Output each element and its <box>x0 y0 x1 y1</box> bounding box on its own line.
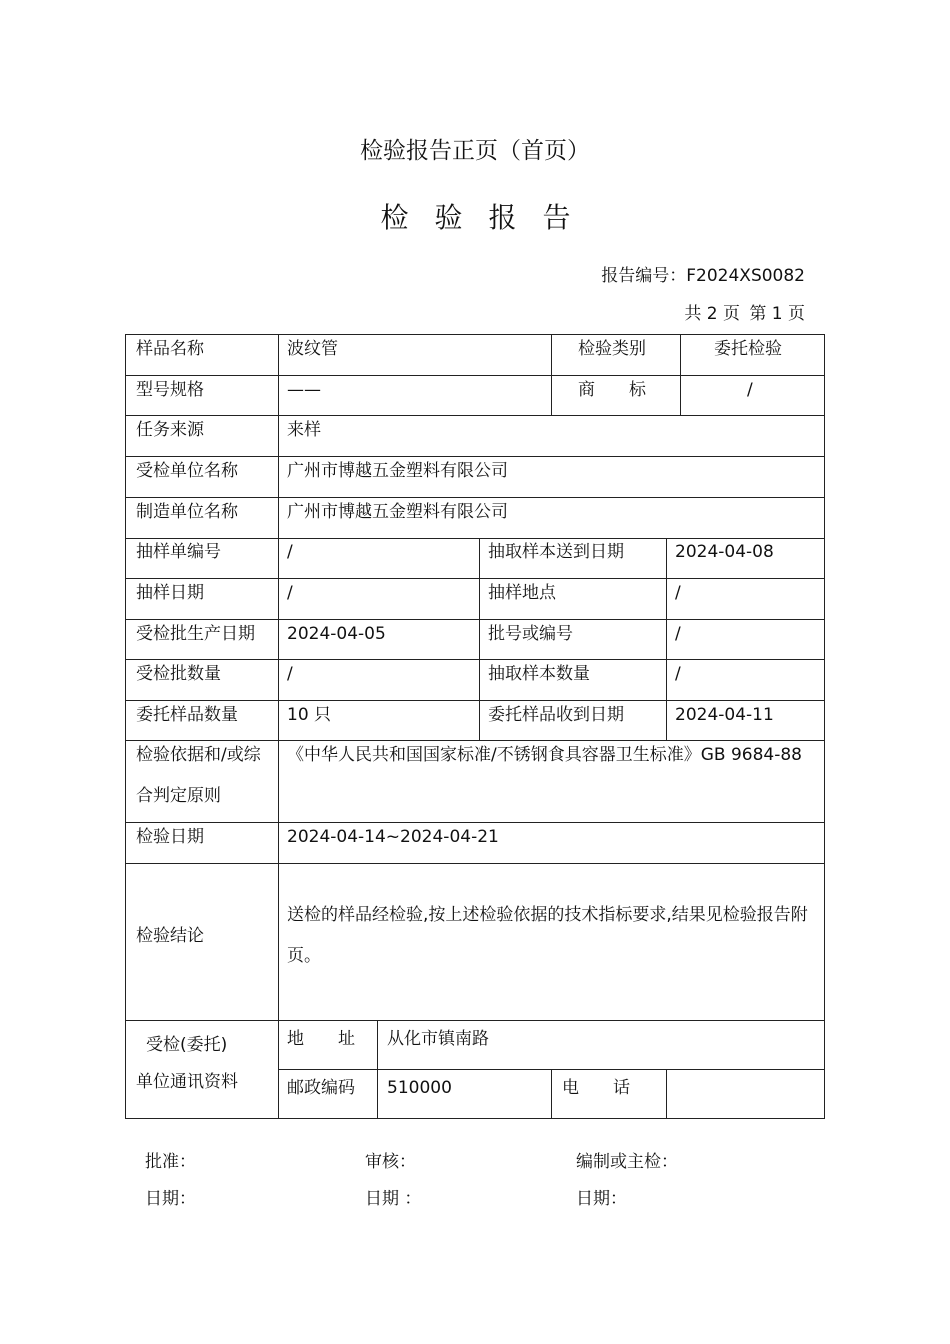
production-date-value: 2024-04-05 <box>287 624 386 644</box>
entrusted-qty-label: 委托样品数量 <box>136 705 238 725</box>
inspected-unit-label: 受检单位名称 <box>136 461 238 481</box>
sample-name-label: 样品名称 <box>136 339 204 359</box>
source-label: 任务来源 <box>136 420 204 440</box>
approve-label: 批准： <box>145 1152 196 1172</box>
postcode-label: 邮政编码 <box>287 1078 355 1098</box>
conclusion-label: 检验结论 <box>136 926 204 946</box>
review-label: 审核： <box>365 1152 416 1172</box>
sample-delivery-value: 2024-04-08 <box>675 542 774 562</box>
source-value: 来样 <box>287 420 321 440</box>
basis-label: 检验依据和/或综合判定原则 <box>136 745 261 806</box>
model-value: —— <box>287 380 321 400</box>
report-number: 报告编号：F2024XS0082 <box>601 266 805 286</box>
sample-qty-value: / <box>675 664 681 684</box>
model-label: 型号规格 <box>136 380 204 400</box>
sampling-no-value: / <box>287 542 293 562</box>
phone-label: 电 话 <box>562 1078 630 1098</box>
contact-label-line2: 单位通讯资料 <box>136 1072 238 1092</box>
page-indicator <box>680 299 805 324</box>
sample-qty-label: 抽取样本数量 <box>488 664 590 684</box>
sampling-place-label: 抽样地点 <box>488 583 556 603</box>
sample-name-value: 波纹管 <box>287 339 338 359</box>
test-date-value: 2024-04-14~2024-04-21 <box>287 827 499 847</box>
entrusted-received-label: 委托样品收到日期 <box>488 705 624 725</box>
address-label: 地 址 <box>287 1029 355 1049</box>
page-title: 检验报告正页（首页） <box>360 138 590 164</box>
compile-date-label: 日期： <box>576 1189 627 1209</box>
test-type-label: 检验类别 <box>578 339 646 359</box>
sampling-date-value: / <box>287 583 293 603</box>
contact-label-line1: 受检(委托) <box>146 1035 228 1055</box>
basis-value: 《中华人民共和国国家标准/不锈钢食具容器卫生标准》GB 9684-88 <box>287 745 802 765</box>
production-date-label: 受检批生产日期 <box>136 624 255 644</box>
brand-value: / <box>747 380 753 400</box>
test-type-value: 委托检验 <box>714 339 782 359</box>
compile-label: 编制或主检： <box>576 1152 678 1172</box>
manufacturer-value: 广州市博越五金塑料有限公司 <box>287 502 508 522</box>
brand-label: 商 标 <box>578 380 646 400</box>
sampling-no-label: 抽样单编号 <box>136 542 221 562</box>
report-heading: 检验报告 <box>380 201 597 234</box>
batch-qty-value: / <box>287 664 293 684</box>
conclusion-value: 送检的样品经检验,按上述检验依据的技术指标要求,结果见检验报告附页。 <box>287 905 808 966</box>
current-page: 第 1 页 <box>749 304 805 324</box>
batch-no-label: 批号或编号 <box>488 624 573 644</box>
sampling-date-label: 抽样日期 <box>136 583 204 603</box>
batch-no-value: / <box>675 624 681 644</box>
sampling-place-value: / <box>675 583 681 603</box>
batch-qty-label: 受检批数量 <box>136 664 221 684</box>
entrusted-qty-value: 10 只 <box>287 705 332 725</box>
total-pages: 共 2 页 <box>684 304 740 324</box>
entrusted-received-value: 2024-04-11 <box>675 705 774 725</box>
manufacturer-label: 制造单位名称 <box>136 502 238 522</box>
review-date-label: 日期 ： <box>365 1189 422 1209</box>
postcode-value: 510000 <box>387 1078 452 1098</box>
sample-delivery-label: 抽取样本送到日期 <box>488 542 624 562</box>
inspected-unit-value: 广州市博越五金塑料有限公司 <box>287 461 508 481</box>
address-value: 从化市镇南路 <box>387 1029 489 1049</box>
approve-date-label: 日期： <box>145 1189 196 1209</box>
test-date-label: 检验日期 <box>136 827 204 847</box>
